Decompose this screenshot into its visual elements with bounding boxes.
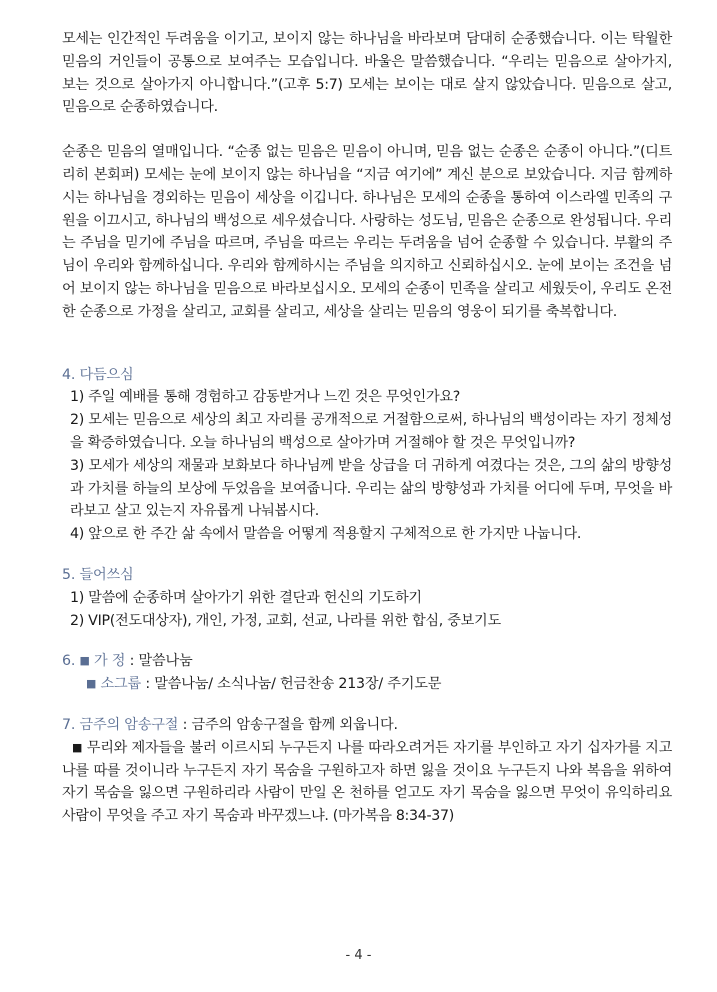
list-item: 4) 앞으로 한 주간 삶 속에서 말씀을 어떻게 적용할지 구체적으로 한 가지만 나눕니다.	[70, 526, 582, 543]
square-bullet-icon: ■	[72, 740, 83, 754]
section-5-title: 5. 들어쓰심	[62, 566, 134, 583]
list-item: 1) 주일 예배를 통해 경험하고 감동받거나 느낀 것은 무엇인가요?	[70, 389, 461, 406]
memory-verse	[62, 737, 672, 828]
section-4-list	[62, 386, 672, 546]
paragraph-obedience: 순종은 믿음의 열매입니다. “순종 없는 믿음은 믿음이 아니며, 믿음 없는 순종은 순종이 아니다.”(디트리히 본회퍼) 모세는 눈에 보이지 않는 하나님을 “지금 여기에” 계신 분으로 보았습니다. 지금 함께하시는 하나님을 경외하는 믿음이 세상을 이깁니다. 하나님은 모세의 순종을 통하여 이스라엘 민족의 구원을 이끄시고, 하나님의 백성으로 세우셨습니다. 사랑하는 성도님, 믿음은 순종으로 완성됩니다. 우리는 주님을 믿기에 주님을 따르며, 주님을 따르는 우리는 두려움을 넘어 순종할 수 있습니다. 부활의 주님이 우리와 함께하십니다. 우리와 함께하시는 주님을 의지하고 신뢰하십시오. 눈에 보이는 조건을 넘어 보이지 않는 하나님을 믿음으로 바라보십시오. 모세의 순종이 민족을 살리고 세웠듯이, 우리도 온전한 순종으로 가정을 살리고, 교회를 살리고, 세상을 살리는 믿음의 영웅이 되기를 축복합니다.	[62, 144, 672, 320]
section-6-value-smallgroup: : 말씀나눔/ 소식나눔/ 헌금찬송 213장/ 주기도문	[145, 676, 442, 693]
paragraph-moses-faith: 모세는 인간적인 두려움을 이기고, 보이지 않는 하나님을 바라보며 담대히 순종했습니다. 이는 탁월한 믿음의 거인들이 공통으로 보여주는 모습입니다. 바울은 말씀했습니다. “우리는 믿음으로 살아가지, 보는 것으로 살아가지 아니합니다.”(고후 5:7) 모세는 보이는 대로 살지 않았습니다. 믿음으로 살고, 믿음으로 순종하였습니다.	[62, 31, 672, 116]
section-6-number: 6.	[62, 653, 76, 670]
section-5-list	[62, 587, 672, 633]
list-item: 3) 모세가 세상의 재물과 보화보다 하나님께 받을 상급을 더 귀하게 여겼다는 것은, 그의 삶의 방향성과 가치를 하늘의 보상에 두었음을 보여줍니다. 우리는 삶의 방향성과 가치를 어디에 두며, 무엇을 바라보고 살고 있는지 자유롭게 나눠봅시다.	[70, 457, 672, 520]
section-7-subtitle: : 금주의 암송구절을 함께 외웁니다.	[178, 716, 398, 733]
section-6-value-home: : 말씀나눔	[129, 653, 193, 670]
list-item: 1) 말씀에 순종하며 살아가기 위한 결단과 헌신의 기도하기	[70, 589, 422, 606]
section-6-label-home: 가 정	[93, 653, 126, 670]
document-page	[62, 28, 672, 828]
page-number: - 4 -	[345, 948, 372, 963]
section-7	[62, 714, 672, 828]
section-4-title: 4. 다듬으심	[62, 366, 134, 383]
section-6	[62, 650, 672, 696]
section-7-title: 7. 금주의 암송구절	[62, 716, 179, 733]
square-bullet-icon: ■	[86, 677, 97, 691]
section-6-row-home	[62, 650, 672, 673]
memory-verse-text: 무리와 제자들을 불러 이르시되 누구든지 나를 따라오려거든 자기를 부인하고 자기 십자가를 지고 나를 따를 것이니라 누구든지 자기 목숨을 구원하고자 하면 잃을 것이요 누구든지 나와 복음을 위하여 자기 목숨을 잃으면 구원하리라 사람이 만일 온 천하를 얻고도 자기 목숨을 잃으면 무엇이 유익하리요 사람이 무엇을 주고 자기 목숨과 바꾸겠느냐. (마가복음 8:34-37)	[62, 739, 672, 825]
section-6-row-smallgroup	[62, 673, 672, 696]
section-7-heading	[62, 714, 672, 737]
square-bullet-icon: ■	[79, 654, 90, 668]
list-item: 2) VIP(전도대상자), 개인, 가정, 교회, 선교, 나라를 위한 합심, 중보기도	[70, 612, 501, 629]
section-4	[62, 364, 672, 546]
section-5	[62, 564, 672, 632]
list-item: 2) 모세는 믿음으로 세상의 최고 자리를 공개적으로 거절함으로써, 하나님의 백성이라는 자기 정체성을 확증하였습니다. 오늘 하나님의 백성으로 살아가며 거절해야 할 것은 무엇입니까?	[70, 412, 672, 451]
section-6-label-smallgroup: 소그룹	[100, 676, 142, 693]
